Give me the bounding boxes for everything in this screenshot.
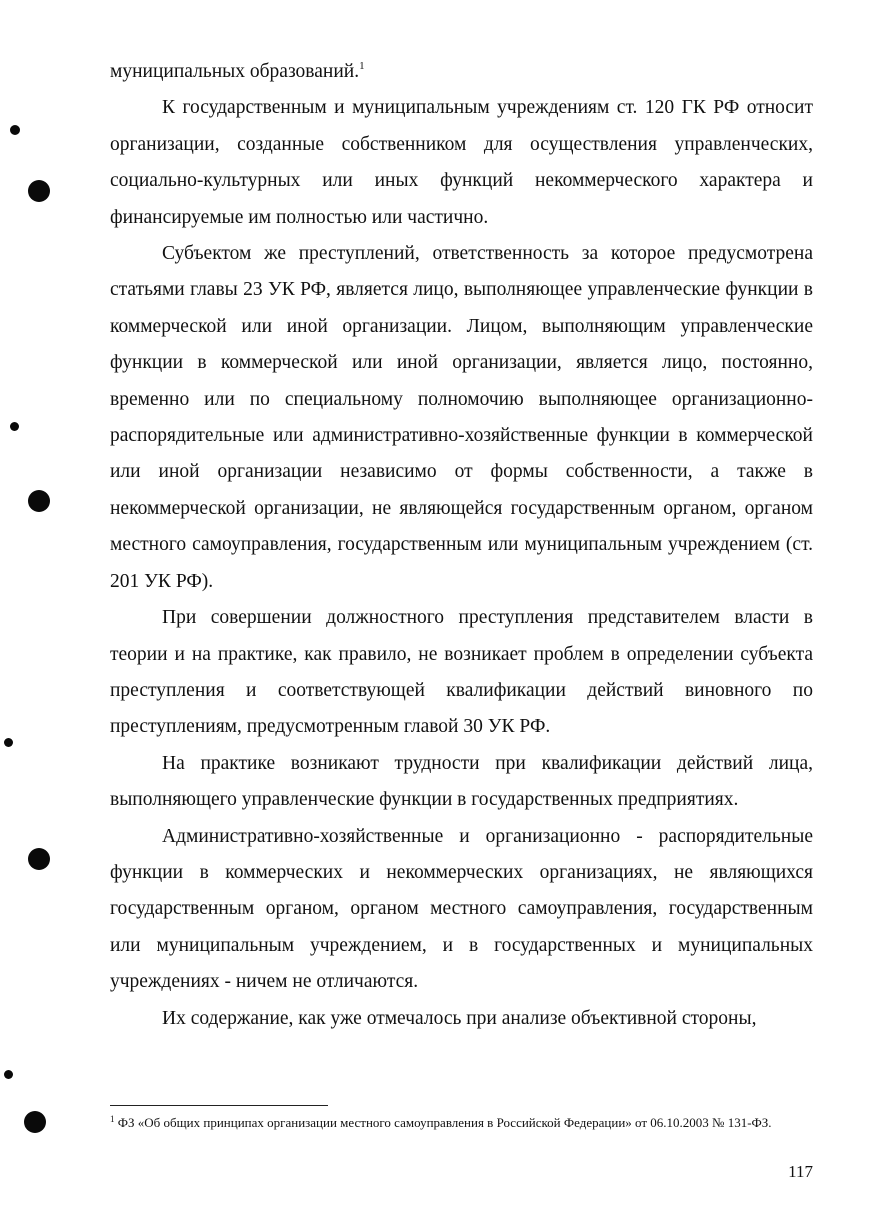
paragraph-text: муниципальных образований. [110,61,360,82]
paragraph: Административно-хозяйственные и организационно - распорядительные функции в коммерческих и некоммерческих организациях, не являющихся государственным органом, органом местного самоуправления, государственным или муниципальным учреждением, и в государственных и муниципальных учреждениях - ничем не отличаются. [110,825,813,993]
paragraph: На практике возникают трудности при квалификации действий лица, выполняющего управленческие функции в государственных предприятиях. [110,752,813,811]
punch-hole-decoration [24,1111,46,1133]
footnote-reference[interactable]: 1 [359,60,365,72]
paragraph: При совершении должностного преступления представителем власти в теории и на практике, как правило, не возникает проблем в определении субъекта преступления и соответствующей квалификации действий виновного по преступлениям, предусмотренным главой 30 УК РФ. [110,607,813,738]
punch-hole-decoration [28,180,50,202]
footnote-marker: 1 [110,1114,115,1124]
footnote [110,1114,813,1132]
footnote-text: ФЗ «Об общих принципах организации местного самоуправления в Российской Федерации» от 06.10.2003 № 131-ФЗ. [114,1115,772,1130]
punch-hole-decoration [28,490,50,512]
paragraph: Их содержание, как уже отмечалось при анализе объективной стороны, [162,1007,757,1029]
punch-hole-decoration [4,738,13,747]
paragraph: К государственным и муниципальным учреждениям ст. 120 ГК РФ относит организации, созданные собственником для осуществления управленческих, социально-культурных или иных функций некоммерческого характера и финансируемые им полностью или частично. [110,97,813,228]
punch-hole-decoration [10,422,19,431]
page-number: 117 [788,1162,813,1181]
punch-hole-decoration [10,125,20,135]
paragraph: Субъектом же преступлений, ответственность за которое предусмотрена статьями главы 23 УК РФ, является лицо, выполняющее управленческие функции в коммерческой или иной организации. Лицом, выполняющим управленческие функции в коммерческой или иной организации, является лицо, постоянно, временно или по специальному полномочию выполняющее организационно-распорядительные или административно-хозяйственные функции в коммерческой или иной организации независимо от формы собственности, а также в некоммерческой организации, не являющейся государственным органом, органом местного самоуправления, государственным или муниципальным учреждением (ст. 201 УК РФ). [110,243,813,592]
body-text [110,54,813,1037]
paragraph [110,54,813,90]
footnote-divider [110,1105,328,1106]
punch-hole-decoration [28,848,50,870]
punch-hole-decoration [4,1070,13,1079]
